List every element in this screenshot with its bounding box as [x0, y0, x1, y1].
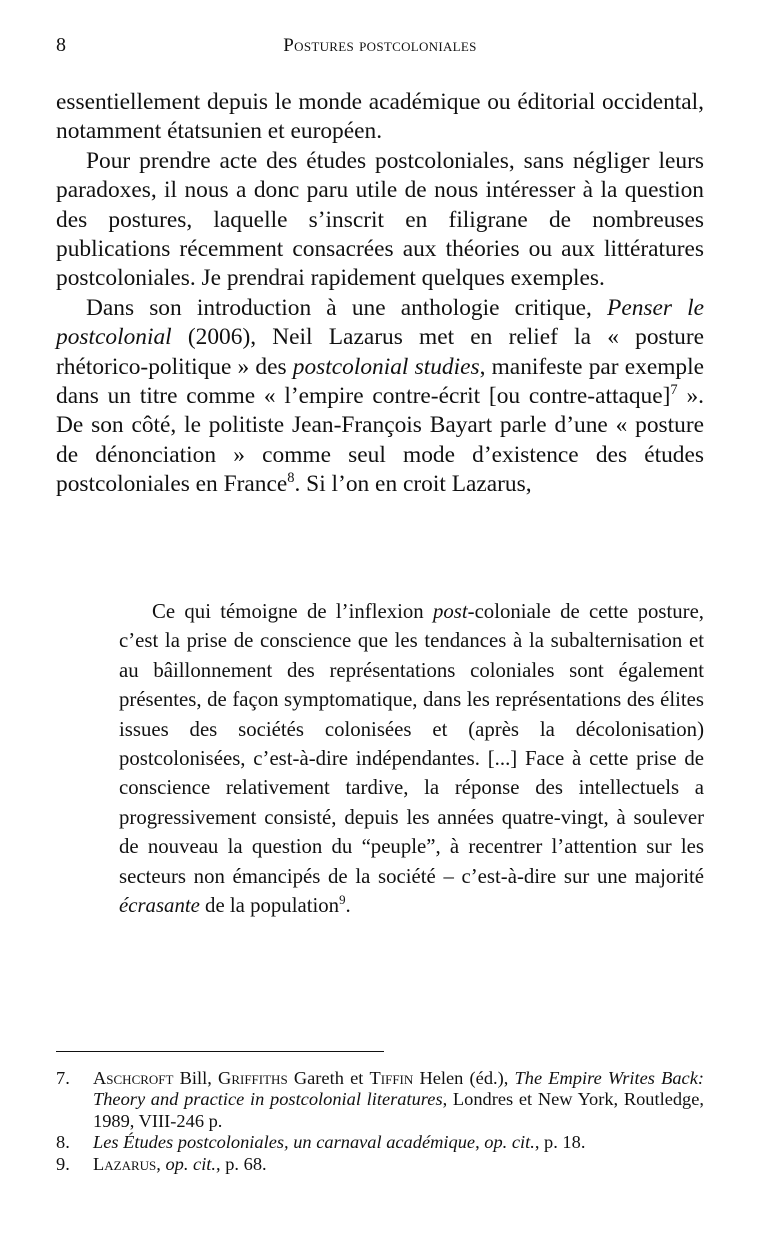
footnote-divider	[56, 1051, 384, 1052]
italic-title: Penser le postcolonial	[56, 294, 704, 351]
text-span: .	[345, 894, 351, 918]
italic-term: écrasante	[119, 894, 200, 918]
footnote-number: 7.	[56, 1068, 70, 1088]
author-name: Tiffin	[369, 1068, 414, 1088]
op-cit: op. cit.	[484, 1132, 535, 1153]
text-span: Helen (éd.),	[413, 1068, 515, 1088]
text-span: -coloniale de cette posture, c’est la prise de conscience que les tendances à la subalternisation et au bâillonnement des représentations coloniales sont également présentes, de façon symptomatique, dans les représentations des élites issues des sociétés colonisées et (après la décolonisation) postcolonisées, c’est-à-dire indépendantes. [...] Face à cette prise de conscience relativement tardive, la réponse des intellectuels a progressivement consisté, depuis les années quatre-vingt, à soulever de nouveau la question du “peuple”, à recentrer l’attention sur les secteurs non émancipés de la société – c’est-à-dire sur une majorité	[119, 600, 704, 888]
text-span: . Si l’on en croit Lazarus,	[294, 471, 532, 498]
running-head: Postures postcoloniales	[283, 35, 477, 56]
op-cit: op. cit.	[165, 1153, 217, 1174]
paragraph-2: Pour prendre acte des études postcoloniales, sans négliger leurs paradoxes, il nous a donc paru utile de nous intéresser à la question des postures, laquelle s’inscrit en filigrane de nombreuses publications récemment consacrées aux théories ou aux littératures postcoloniales. Je prendrai rapidement quelques exemples.	[56, 147, 704, 292]
body-text	[56, 88, 704, 500]
author-name: Lazarus	[93, 1153, 157, 1174]
block-quote	[119, 597, 704, 920]
paragraph-3	[56, 294, 704, 500]
footnote-ref-7[interactable]: 7	[670, 382, 678, 399]
author-name: Aschcroft	[93, 1068, 174, 1088]
footnote-number: 8.	[56, 1132, 70, 1153]
italic-term: post	[432, 600, 468, 623]
text-span: , p. 68.	[216, 1153, 267, 1174]
text-span: , Londres et New York, Routledge, 1989, VIII-246 p.	[93, 1089, 705, 1131]
footnote-8	[56, 1132, 704, 1153]
book-title: Les Études postcoloniales, un carnaval académique	[93, 1132, 476, 1153]
book-title: The Empire Writes Back: Theory and practice in postcolonial literatures	[93, 1068, 704, 1110]
quote-paragraph	[119, 597, 704, 920]
footnote-ref-9[interactable]: 9	[339, 893, 346, 908]
page-number: 8	[56, 34, 66, 56]
text-span: , p. 18.	[534, 1132, 586, 1153]
text-span: Gareth et	[287, 1068, 370, 1088]
text-span: de la population	[199, 894, 340, 918]
text-span: Dans son introduction à une anthologie critique,	[86, 294, 608, 321]
text-span: (2006), Neil Lazarus met en relief la « posture rhétorico-politique » des	[56, 324, 704, 380]
text-span: ». De son côté, le politiste Jean-François Bayart parle d’une « posture de dénonciation » comme seul mode d’existence des études postcoloniales en France	[56, 383, 704, 498]
footnotes	[56, 1068, 704, 1175]
footnote-7	[56, 1068, 704, 1132]
author-name: Griffiths	[218, 1068, 288, 1088]
page-header	[56, 34, 704, 60]
footnote-number: 9.	[56, 1153, 70, 1174]
text-span: ,	[475, 1132, 485, 1153]
text-span: Bill,	[173, 1068, 219, 1088]
footnote-ref-8[interactable]: 8	[287, 470, 295, 487]
italic-term: postcolonial studies	[292, 353, 480, 380]
footnote-9	[56, 1154, 704, 1175]
text-span: ,	[156, 1153, 166, 1174]
text-span: , manifeste par exemple dans un titre comme « l’empire contre-écrit [ou contre-attaque]	[56, 353, 704, 410]
text-span: Ce qui témoigne de l’inflexion	[152, 600, 433, 623]
paragraph-1: essentiellement depuis le monde académique ou éditorial occidental, notamment étatsunien et européen.	[56, 89, 704, 145]
